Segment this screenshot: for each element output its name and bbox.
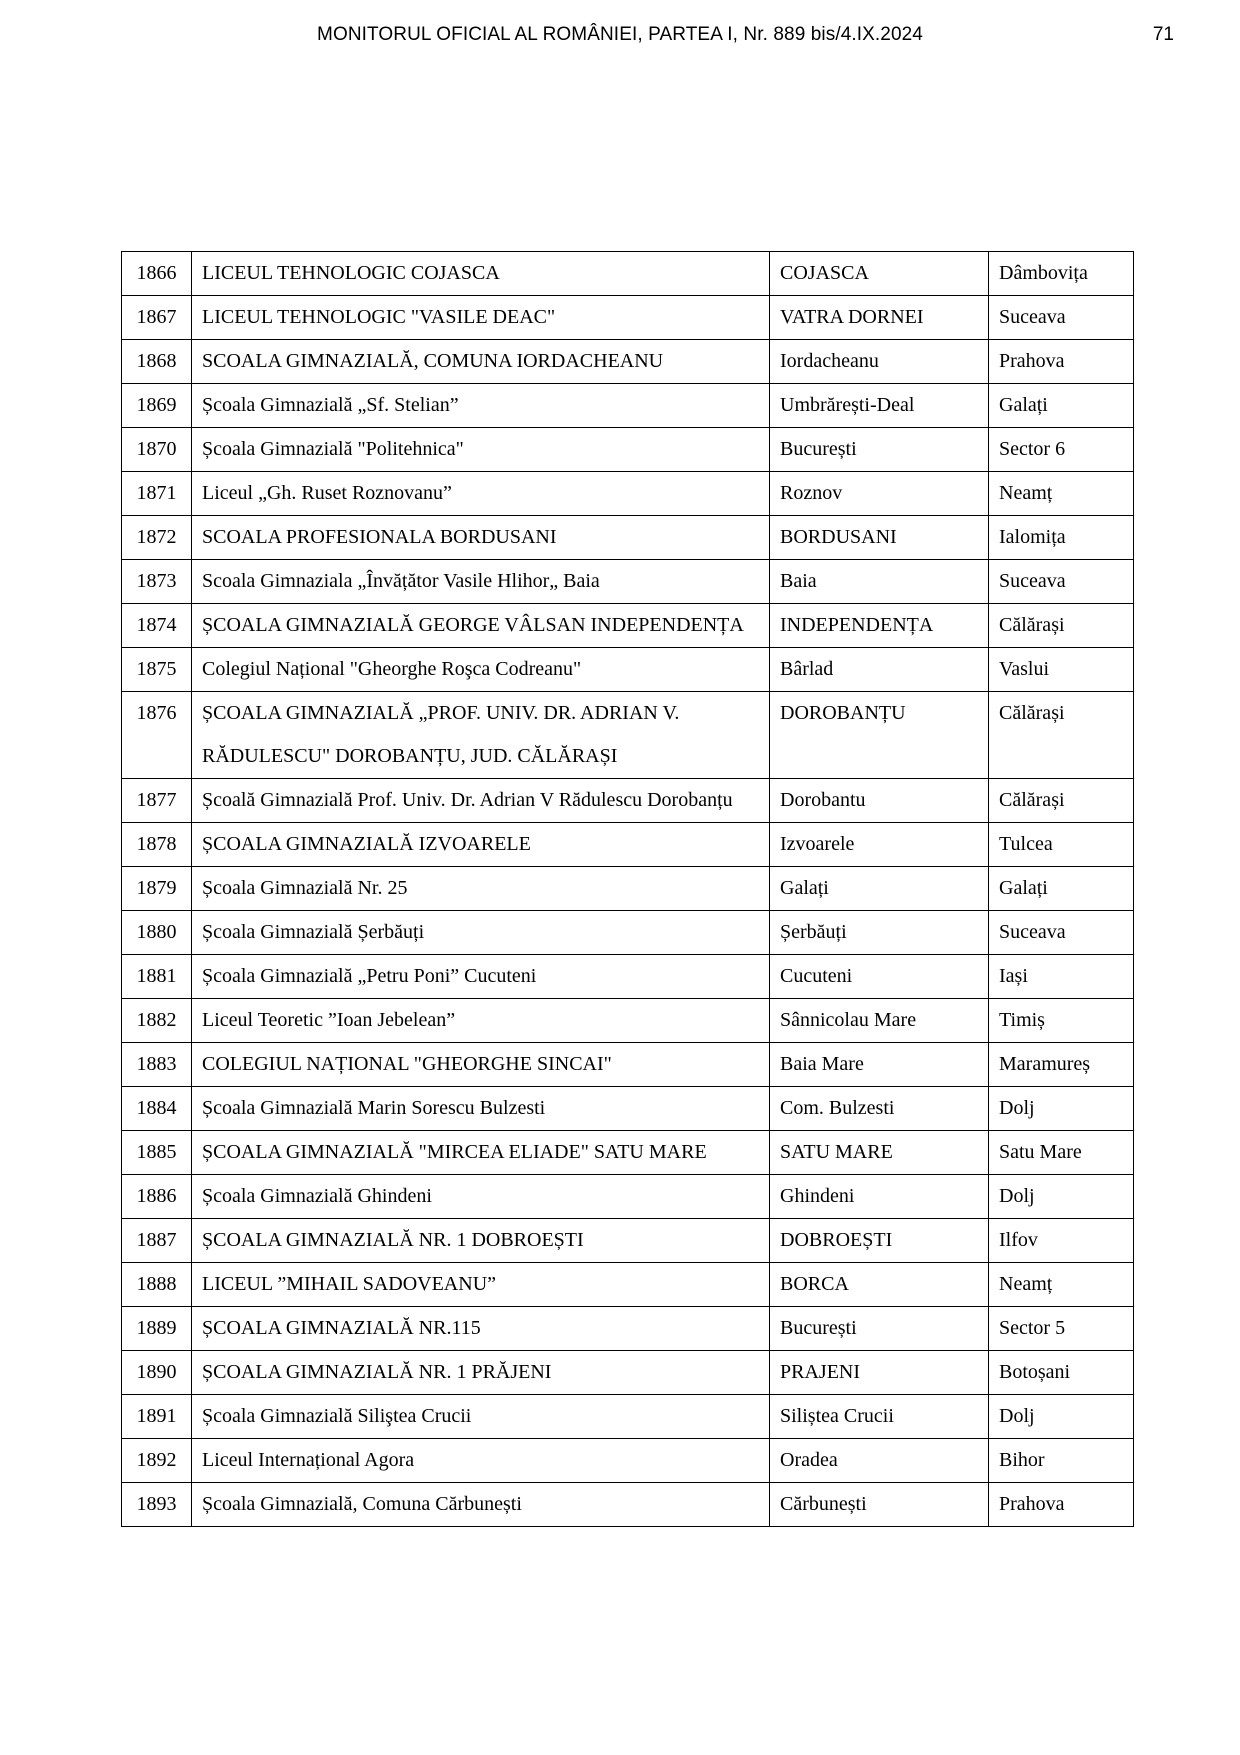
county: Călărași [989,692,1134,779]
school-name: Școala Gimnazială „Sf. Stelian” [192,384,770,428]
school-name: Liceul Internațional Agora [192,1439,770,1483]
table-row [122,867,1134,911]
table-row [122,472,1134,516]
school-name: ȘCOALA GIMNAZIALĂ NR.115 [192,1307,770,1351]
table-row [122,648,1134,692]
county: Dâmbovița [989,252,1134,296]
school-name: Liceul Teoretic ”Ioan Jebelean” [192,999,770,1043]
county: Călărași [989,779,1134,823]
row-number: 1879 [122,867,192,911]
row-number: 1874 [122,604,192,648]
page-number: 71 [1152,24,1174,45]
publication-title: MONITORUL OFICIAL AL ROMÂNIEI, PARTEA I, Nr. 889 bis/4.IX.2024 [317,24,923,45]
county: Suceava [989,560,1134,604]
county: Dolj [989,1175,1134,1219]
table-row [122,692,1134,779]
table-row [122,428,1134,472]
school-name: Colegiul Național "Gheorghe Roşca Codreanu" [192,648,770,692]
locality: Oradea [770,1439,989,1483]
row-number: 1875 [122,648,192,692]
table-row [122,1131,1134,1175]
locality: Dorobantu [770,779,989,823]
county: Neamț [989,1263,1134,1307]
locality: Cărbunești [770,1483,989,1527]
locality: COJASCA [770,252,989,296]
table-row [122,1395,1134,1439]
locality: INDEPENDENȚA [770,604,989,648]
locality: București [770,428,989,472]
county: Tulcea [989,823,1134,867]
locality: Cucuteni [770,955,989,999]
school-name: LICEUL TEHNOLOGIC COJASCA [192,252,770,296]
school-name: ȘCOALA GIMNAZIALĂ NR. 1 DOBROEȘTI [192,1219,770,1263]
school-name: ȘCOALA GIMNAZIALĂ IZVOARELE [192,823,770,867]
school-name: Școala Gimnazială „Petru Poni” Cucuteni [192,955,770,999]
county: Iași [989,955,1134,999]
locality: DOBROEȘTI [770,1219,989,1263]
row-number: 1880 [122,911,192,955]
row-number: 1883 [122,1043,192,1087]
locality: BORCA [770,1263,989,1307]
table-row [122,296,1134,340]
row-number: 1889 [122,1307,192,1351]
row-number: 1872 [122,516,192,560]
locality: Iordacheanu [770,340,989,384]
row-number: 1868 [122,340,192,384]
school-name: SCOALA GIMNAZIALĂ, COMUNA IORDACHEANU [192,340,770,384]
locality: București [770,1307,989,1351]
table-row [122,340,1134,384]
schools-table-body [122,252,1134,1527]
school-name: COLEGIUL NAȚIONAL "GHEORGHE SINCAI" [192,1043,770,1087]
row-number: 1867 [122,296,192,340]
locality: Com. Bulzesti [770,1087,989,1131]
locality: Ghindeni [770,1175,989,1219]
county: Dolj [989,1087,1134,1131]
county: Neamț [989,472,1134,516]
table-row [122,604,1134,648]
school-name: ȘCOALA GIMNAZIALĂ „PROF. UNIV. DR. ADRIAN V. RĂDULESCU" DOROBANȚU, JUD. CĂLĂRAȘI [192,692,770,779]
school-name: ȘCOALA GIMNAZIALĂ NR. 1 PRĂJENI [192,1351,770,1395]
row-number: 1878 [122,823,192,867]
school-name: Școala Gimnazială, Comuna Cărbunești [192,1483,770,1527]
county: Timiș [989,999,1134,1043]
row-number: 1886 [122,1175,192,1219]
locality: Roznov [770,472,989,516]
table-row [122,1307,1134,1351]
school-name: LICEUL ”MIHAIL SADOVEANU” [192,1263,770,1307]
table-row [122,955,1134,999]
school-name: SCOALA PROFESIONALA BORDUSANI [192,516,770,560]
county: Dolj [989,1395,1134,1439]
county: Satu Mare [989,1131,1134,1175]
locality: Șerbăuți [770,911,989,955]
county: Galați [989,867,1134,911]
locality: Sânnicolau Mare [770,999,989,1043]
school-name: Scoala Gimnaziala „Învățător Vasile Hlihor„ Baia [192,560,770,604]
row-number: 1882 [122,999,192,1043]
row-number: 1873 [122,560,192,604]
county: Suceava [989,911,1134,955]
county: Vaslui [989,648,1134,692]
table-row [122,823,1134,867]
row-number: 1884 [122,1087,192,1131]
row-number: 1876 [122,692,192,779]
locality: Izvoarele [770,823,989,867]
locality: VATRA DORNEI [770,296,989,340]
school-name: Școala Gimnazială "Politehnica" [192,428,770,472]
school-name: Școală Gimnazială Prof. Univ. Dr. Adrian V Rădulescu Dorobanțu [192,779,770,823]
school-name: Școala Gimnazială Ghindeni [192,1175,770,1219]
table-row [122,1087,1134,1131]
school-name: Liceul „Gh. Ruset Roznovanu” [192,472,770,516]
row-number: 1892 [122,1439,192,1483]
locality: Siliștea Crucii [770,1395,989,1439]
county: Botoșani [989,1351,1134,1395]
table-row [122,1175,1134,1219]
table-row [122,1263,1134,1307]
county: Galați [989,384,1134,428]
school-name: Școala Gimnazială Siliştea Crucii [192,1395,770,1439]
county: Suceava [989,296,1134,340]
county: Sector 6 [989,428,1134,472]
row-number: 1891 [122,1395,192,1439]
school-name: ȘCOALA GIMNAZIALĂ "MIRCEA ELIADE" SATU MARE [192,1131,770,1175]
row-number: 1869 [122,384,192,428]
county: Prahova [989,1483,1134,1527]
school-name: LICEUL TEHNOLOGIC "VASILE DEAC" [192,296,770,340]
county: Sector 5 [989,1307,1134,1351]
page-header [0,24,1240,48]
locality: DOROBANȚU [770,692,989,779]
locality: SATU MARE [770,1131,989,1175]
school-name: ȘCOALA GIMNAZIALĂ GEORGE VÂLSAN INDEPENDENȚA [192,604,770,648]
table-row [122,384,1134,428]
row-number: 1890 [122,1351,192,1395]
row-number: 1887 [122,1219,192,1263]
row-number: 1881 [122,955,192,999]
table-row [122,779,1134,823]
school-name: Școala Gimnazială Nr. 25 [192,867,770,911]
county: Ialomița [989,516,1134,560]
table-row [122,1483,1134,1527]
row-number: 1885 [122,1131,192,1175]
table-row [122,252,1134,296]
schools-table [121,251,1134,1527]
locality: Umbrărești-Deal [770,384,989,428]
table-row [122,1351,1134,1395]
locality: PRAJENI [770,1351,989,1395]
school-name: Școala Gimnazială Marin Sorescu Bulzesti [192,1087,770,1131]
row-number: 1866 [122,252,192,296]
row-number: 1870 [122,428,192,472]
locality: Baia [770,560,989,604]
county: Ilfov [989,1219,1134,1263]
locality: Bârlad [770,648,989,692]
row-number: 1871 [122,472,192,516]
county: Maramureș [989,1043,1134,1087]
table-row [122,911,1134,955]
table-row [122,1043,1134,1087]
county: Bihor [989,1439,1134,1483]
row-number: 1888 [122,1263,192,1307]
table-row [122,1219,1134,1263]
locality: BORDUSANI [770,516,989,560]
table-row [122,516,1134,560]
row-number: 1893 [122,1483,192,1527]
locality: Baia Mare [770,1043,989,1087]
table-row [122,999,1134,1043]
locality: Galați [770,867,989,911]
row-number: 1877 [122,779,192,823]
county: Prahova [989,340,1134,384]
county: Călărași [989,604,1134,648]
school-name: Școala Gimnazială Șerbăuți [192,911,770,955]
table-row [122,1439,1134,1483]
table-row [122,560,1134,604]
